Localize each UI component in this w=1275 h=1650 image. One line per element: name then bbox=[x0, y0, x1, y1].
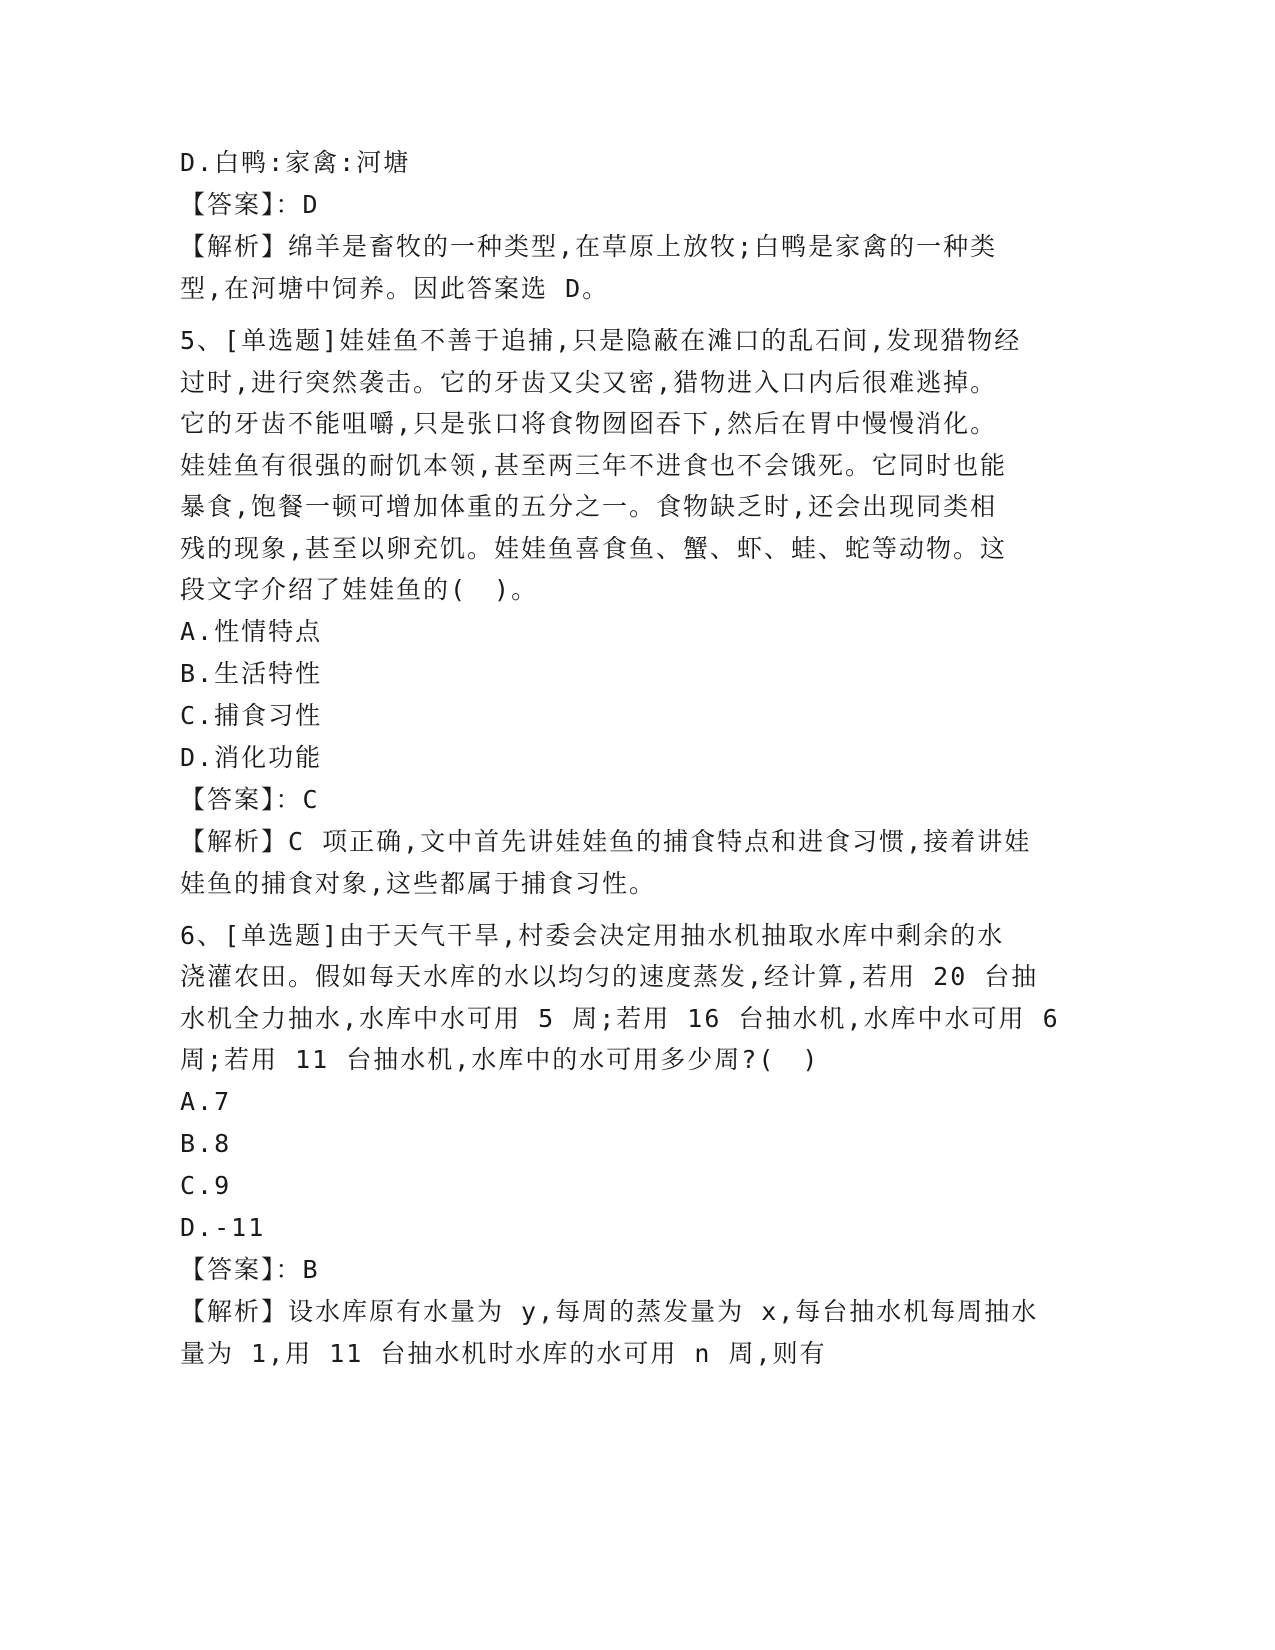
question-stem-line: 6、[单选题]由于天气干旱,村委会决定用抽水机抽取水库中剩余的水 bbox=[180, 920, 1005, 950]
option-d: D.白鸭:家禽:河塘 bbox=[180, 148, 411, 177]
option-b: B.8 bbox=[180, 1128, 232, 1158]
question-4-tail bbox=[180, 142, 1040, 310]
option-a: A.7 bbox=[180, 1086, 232, 1116]
analysis-line: 型,在河塘中饲养。因此答案选 D。 bbox=[180, 274, 610, 303]
analysis-line: 娃鱼的捕食对象,这些都属于捕食习性。 bbox=[180, 868, 657, 898]
question-stem-line: 周;若用 11 台抽水机,水库中的水可用多少周?( ) bbox=[180, 1045, 820, 1074]
question-stem-line: 暴食,饱餐一顿可增加体重的五分之一。食物缺乏时,还会出现同类相 bbox=[180, 492, 998, 521]
question-stem-line: 5、[单选题]娃娃鱼不善于追捕,只是隐蔽在滩口的乱石间,发现猎物经 bbox=[180, 326, 1022, 355]
analysis-line: 【解析】C 项正确,文中首先讲娃娃鱼的捕食特点和进食习惯,接着讲娃 bbox=[180, 826, 1032, 856]
analysis-line: 量为 1,用 11 台抽水机时水库的水可用 n 周,则有 bbox=[180, 1338, 827, 1368]
question-stem-line: 段文字介绍了娃娃鱼的( )。 bbox=[180, 575, 539, 604]
question-stem-line: 它的牙齿不能咀嚼,只是张口将食物囫囵吞下,然后在胃中慢慢消化。 bbox=[180, 409, 998, 438]
question-5 bbox=[180, 320, 1040, 905]
question-6 bbox=[180, 915, 1060, 1375]
question-stem-line: 娃娃鱼有很强的耐饥本领,甚至两三年不进食也不会饿死。它同时也能 bbox=[180, 450, 1008, 480]
question-stem-line: 水机全力抽水,水库中水可用 5 周;若用 16 台抽水机,水库中水可用 6 bbox=[180, 1003, 1060, 1033]
option-c: C.9 bbox=[180, 1170, 232, 1200]
option-d: D.-11 bbox=[180, 1212, 266, 1242]
option-b: B.生活特性 bbox=[180, 658, 323, 688]
option-a: A.性情特点 bbox=[180, 616, 323, 646]
answer-line: 【答案】：D bbox=[180, 190, 320, 219]
analysis-line: 【解析】绵羊是畜牧的一种类型,在草原上放牧;白鸭是家禽的一种类 bbox=[180, 232, 998, 261]
option-d: D.消化功能 bbox=[180, 742, 323, 772]
option-c: C.捕食习性 bbox=[180, 700, 323, 730]
document-page bbox=[180, 142, 1060, 1375]
answer-line: 【答案】：C bbox=[180, 784, 320, 814]
question-stem-line: 浇灌农田。假如每天水库的水以均匀的速度蒸发,经计算,若用 20 台抽 bbox=[180, 962, 1039, 991]
question-stem-line: 残的现象,甚至以卵充饥。娃娃鱼喜食鱼、蟹、虾、蛙、蛇等动物。这 bbox=[180, 533, 1008, 563]
analysis-line: 【解析】设水库原有水量为 y,每周的蒸发量为 x,每台抽水机每周抽水 bbox=[180, 1296, 1039, 1326]
question-stem-line: 过时,进行突然袭击。它的牙齿又尖又密,猎物进入口内后很难逃掉。 bbox=[180, 367, 998, 397]
answer-line: 【答案】：B bbox=[180, 1254, 320, 1284]
